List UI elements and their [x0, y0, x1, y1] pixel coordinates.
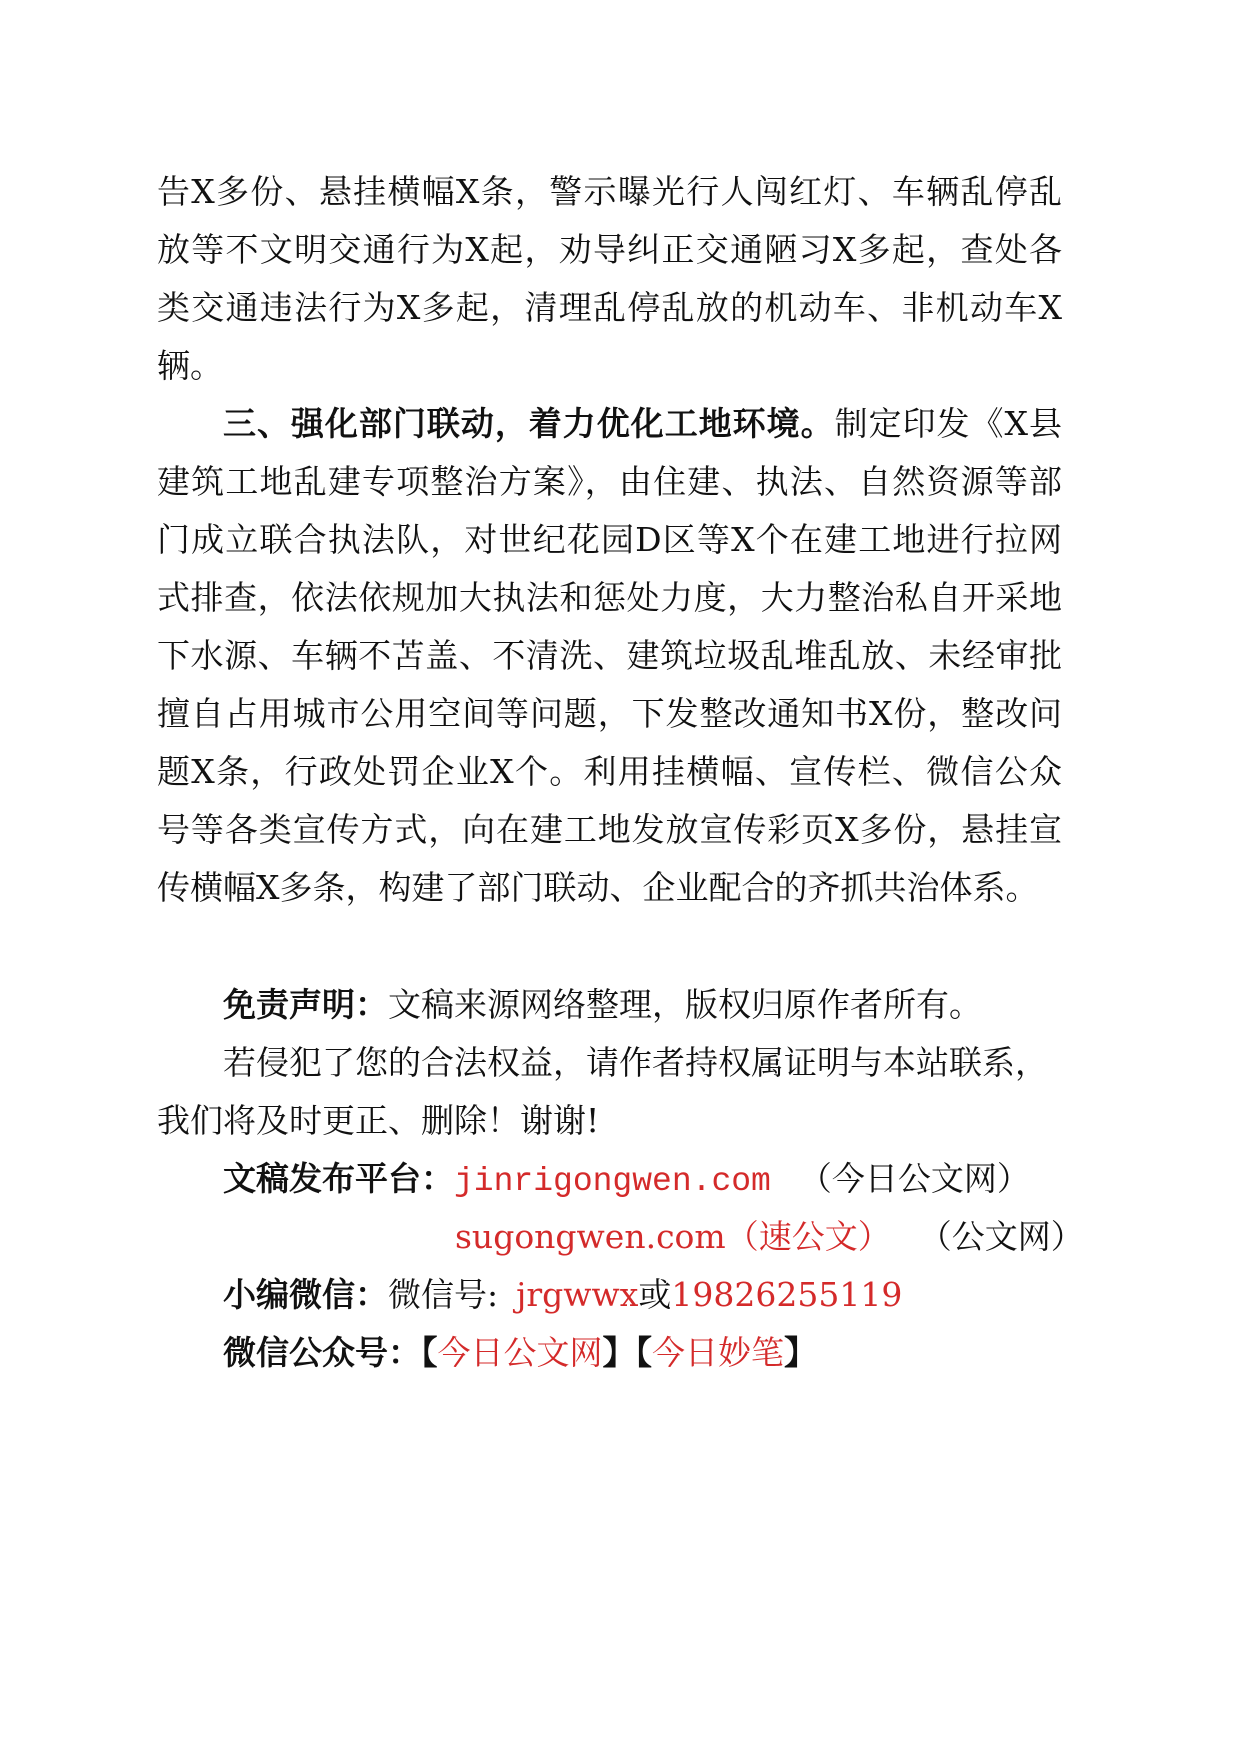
paragraph-2-line-6: 擅自占用城市公用空间等问题，下发整改通知书X份，整改问: [157, 694, 1062, 733]
platform-site-2-link[interactable]: sugongwen.com（速公文）: [455, 1217, 891, 1256]
official-account-name-2[interactable]: 今日妙笔: [652, 1333, 784, 1372]
platform-site-1-link[interactable]: jinrigongwen.com: [454, 1163, 771, 1200]
paragraph-1-line-1: 告X多份、悬挂横幅X条，警示曝光行人闯红灯、车辆乱停乱: [157, 172, 1062, 211]
paragraph-2-line-4: 式排查，依法依规加大执法和惩处力度，大力整治私自开采地: [157, 578, 1062, 617]
paragraph-1-line-2: 放等不文明交通行为X起，劝导纠正交通陋习X多起，查处各: [157, 230, 1062, 269]
wechat-or: 或: [638, 1275, 672, 1314]
bracket-open-1: 【: [421, 1333, 438, 1372]
paragraph-2-line-3: 门成立联合执法队，对世纪花园D区等X个在建工地进行拉网: [157, 520, 1062, 559]
disclaimer-text: 文稿来源网络整理，版权归原作者所有。: [388, 985, 982, 1024]
paragraph-1-line-4: 辆。: [157, 346, 223, 385]
official-account-line: [223, 1333, 817, 1373]
platform-line: [223, 1159, 1030, 1199]
paragraph-2-line-9: 传横幅X多条，构建了部门联动、企业配合的齐抓共治体系。: [157, 868, 1039, 907]
paragraph-2-line-2: 建筑工地乱建专项整治方案》，由住建、执法、自然资源等部: [157, 462, 1062, 501]
wechat-line: [223, 1275, 902, 1315]
wechat-id: jrgwwx: [516, 1275, 639, 1314]
bracket-close-1: 】: [602, 1333, 636, 1372]
official-account-name-1[interactable]: 今日公文网: [437, 1333, 603, 1372]
paragraph-2-line-5: 下水源、车辆不苫盖、不清洗、建筑垃圾乱堆乱放、未经审批: [157, 636, 1062, 675]
platform-label: 文稿发布平台：: [223, 1159, 454, 1198]
disclaimer-line: [223, 985, 982, 1025]
wechat-prefix: 微信号:: [388, 1275, 499, 1314]
paragraph-2-line-7: 题X条，行政处罚企业X个。利用挂横幅、宣传栏、微信公众: [157, 752, 1062, 791]
platform-site-2-note: （公文网）: [918, 1217, 1084, 1256]
bracket-open-2: 【: [635, 1333, 652, 1372]
paragraph-2-line-8: 号等各类宣传方式，向在建工地发放宣传彩页X多份，悬挂宣: [157, 810, 1062, 849]
section-heading: 三、强化部门联动，着力优化工地环境。: [223, 404, 835, 443]
bracket-close-2: 】: [784, 1333, 817, 1372]
disclaimer-label: 免责声明：: [223, 985, 388, 1024]
official-account-label: 微信公众号：: [223, 1333, 421, 1372]
infringe-line-2: 我们将及时更正、删除！谢谢!: [157, 1101, 600, 1140]
platform-site-1-note: （今日公文网）: [798, 1159, 1030, 1198]
wechat-phone: 19826255119: [671, 1275, 903, 1314]
paragraph-2-line-1-rest: 制定印发《X县: [834, 404, 1062, 443]
wechat-label: 小编微信：: [223, 1275, 388, 1314]
paragraph-2-line-1: [223, 404, 1062, 444]
paragraph-1-line-3: 类交通违法行为X多起，清理乱停乱放的机动车、非机动车X: [157, 288, 1062, 327]
infringe-line-1: 若侵犯了您的合法权益，请作者持权属证明与本站联系，: [223, 1043, 1048, 1082]
platform-line-2: [455, 1217, 1084, 1257]
